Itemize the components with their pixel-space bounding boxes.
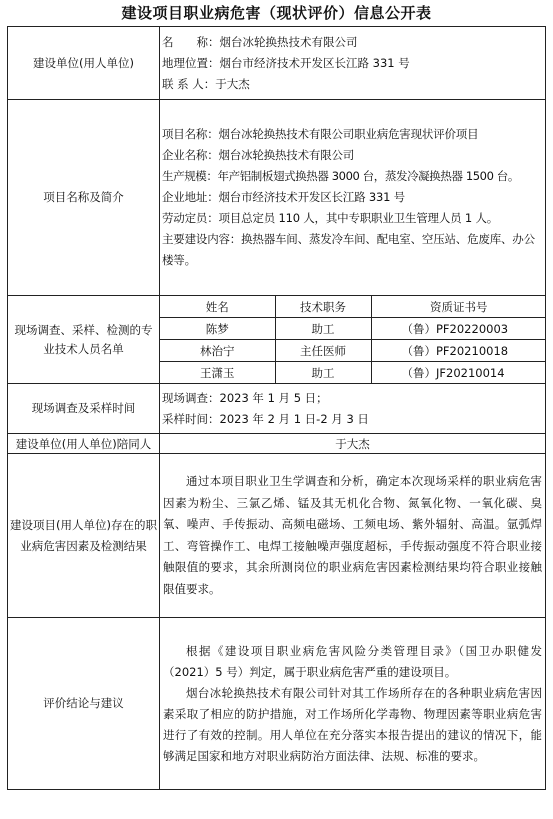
- staff-cert: （鲁）PF20220003: [371, 318, 546, 340]
- employer-contact: 联 系 人：于大杰: [162, 76, 250, 91]
- project-info: [160, 100, 546, 296]
- sampling-time: 采样时间：2023 年 2 月 1 日-2 月 3 日: [162, 411, 369, 426]
- conclusion-classification: 根据《建设项目职业病危害风险分类管理目录》（国卫办职健发（2021）5 号）判定，属于职业病危害严重的建设项目。: [163, 643, 542, 679]
- staff-header-cert: 资质证书号: [371, 296, 546, 318]
- staff-cell: [160, 296, 546, 384]
- disclosure-table: [7, 26, 546, 790]
- companion-value: 于大杰: [160, 434, 546, 454]
- companion-label: 建设单位(用人单位)陪同人: [8, 434, 160, 454]
- staff-title: 主任医师: [275, 340, 371, 362]
- staff-name: 林治宁: [160, 340, 275, 362]
- employer-label: 建设单位(用人单位): [8, 27, 160, 100]
- table-row: [160, 362, 546, 384]
- staff-row: [8, 296, 546, 384]
- table-row: [160, 340, 546, 362]
- staff-table: [160, 296, 546, 383]
- survey-time: 现场调查：2023 年 1 月 5 日；: [162, 390, 328, 405]
- staff-cert: （鲁）JF20210014: [401, 365, 505, 380]
- companion-row: [8, 434, 546, 454]
- time-info: [160, 384, 546, 434]
- company-address: 企业地址：烟台市经济技术开发区长江路 331 号: [162, 190, 405, 204]
- conclusion-cell: [160, 618, 546, 790]
- construction-content: 主要建设内容：换热器车间、蒸发冷车间、配电室、空压站、危废库、办公楼等。: [162, 232, 535, 267]
- project-name: 项目名称：烟台冰轮换热技术有限公司职业病危害现状评价项目: [162, 127, 479, 141]
- staff-header-row: [160, 296, 546, 318]
- employer-row: [8, 27, 546, 100]
- conclusion-assessment: 烟台冰轮换热技术有限公司针对其工作场所存在的各种职业病危害因素采取了相应的防护措施，对工作场所化学毒物、物理因素等职业病危害进行了有效的控制。用人单位在充分落实本报告提出的建议的情况下，能够满足国家和地方对职业病防治方面法律、法规、标准的要求。: [163, 685, 542, 763]
- staff-header-title: 技术职务: [275, 296, 371, 318]
- conclusion-row: [8, 618, 546, 790]
- production-scale: 生产规模：年产铝制板翅式换热器 3000 台，蒸发冷凝换热器 1500 台。: [162, 169, 519, 183]
- table-row: [160, 318, 546, 340]
- staff-name: 陈梦: [160, 318, 275, 340]
- staff-title: 助工: [275, 318, 371, 340]
- staff-label: 现场调查、采样、检测的专业技术人员名单: [8, 296, 160, 384]
- staff-cert: （鲁）PF20210018: [371, 340, 546, 362]
- staff-title: 助工: [275, 362, 371, 384]
- hazards-cell: [160, 454, 546, 618]
- hazards-label: 建设项目(用人单位)存在的职业病危害因素及检测结果: [8, 454, 160, 618]
- staff-header-name: 姓名: [160, 296, 275, 318]
- page-title: 建设项目职业病危害（现状评价）信息公开表: [121, 4, 432, 22]
- hazards-row: [8, 454, 546, 618]
- conclusion-label: 评价结论与建议: [8, 618, 160, 790]
- project-label: 项目名称及简介: [8, 100, 160, 296]
- employer-info: [160, 27, 546, 100]
- project-row: [8, 100, 546, 296]
- time-row: [8, 384, 546, 434]
- employer-location: 地理位置：烟台市经济技术开发区长江路 331 号: [162, 55, 410, 70]
- staff-name: 王潇玉: [160, 362, 275, 384]
- staffing: 劳动定员：项目总定员 110 人，其中专职职业卫生管理人员 1 人。: [162, 211, 499, 225]
- employer-name: 名 称：烟台冰轮换热技术有限公司: [162, 34, 358, 49]
- time-label: 现场调查及采样时间: [8, 384, 160, 434]
- company-name: 企业名称：烟台冰轮换热技术有限公司: [162, 148, 355, 162]
- hazards-text: 通过本项目职业卫生学调查和分析，确定本次现场采样的职业病危害因素为粉尘、三氯乙烯、锰及其无机化合物、氮氧化物、一氧化碳、臭氧、噪声、手传振动、高频电磁场、工频电场、紫外辐射、高温。氩弧焊工、弯管操作工、电焊工接触噪声强度超标，手传振动强度不符合职业接触限值的要求，其余所测岗位的职业病危害因素检测结果均符合职业接触限值要求。: [163, 474, 542, 596]
